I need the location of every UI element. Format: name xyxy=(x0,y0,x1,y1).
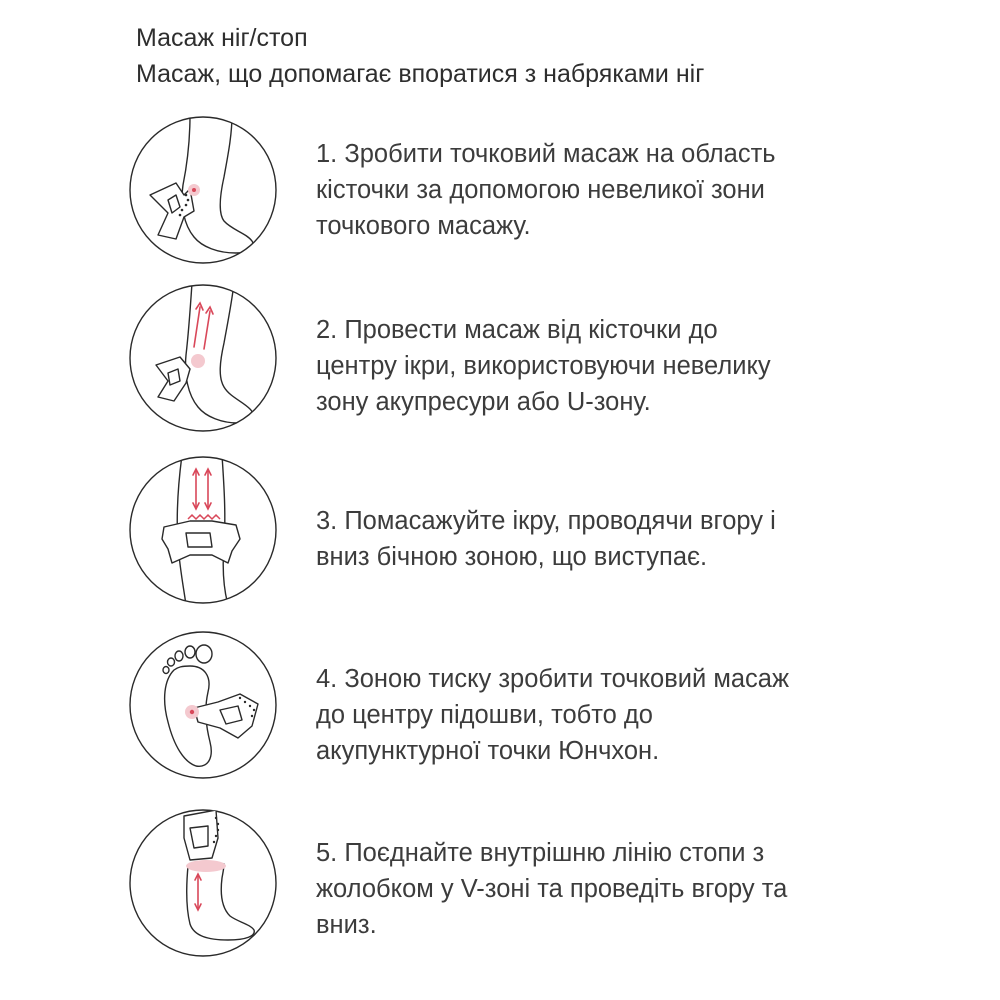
calf-up-down-massage-icon xyxy=(128,455,278,605)
inner-foot-line-massage-icon xyxy=(128,808,278,958)
step-4-line-2: до центру підошви, тобто до xyxy=(316,701,653,729)
step-1-line-2: кісточки за допомогою невеликої зони xyxy=(316,176,765,204)
ankle-to-calf-massage-icon xyxy=(128,283,278,433)
step-3-line-2: вниз бічною зоною, що виступає. xyxy=(316,543,708,571)
step-4-line-3: акупунктурної точки Юнчхон. xyxy=(316,737,660,765)
step-2-line-2: центру ікри, використовуючи невелику xyxy=(316,352,771,380)
step-1-text xyxy=(316,136,856,244)
step-1 xyxy=(0,115,1000,285)
step-5-line-1: 5. Поєднайте внутрішню лінію стопи з xyxy=(316,839,765,867)
step-5-line-3: вниз. xyxy=(316,911,377,939)
step-1-line-1: 1. Зробити точковий масаж на область xyxy=(316,140,776,168)
sole-point-massage-icon xyxy=(128,630,278,780)
step-2-line-1: 2. Провести масаж від кісточки до xyxy=(316,316,718,344)
step-4-line-1: 4. Зоною тиску зробити точковий масаж xyxy=(316,665,790,693)
step-2-line-3: зону акупресури або U-зону. xyxy=(316,388,651,416)
step-5-line-2: жолобком у V-зоні та проведіть вгору та xyxy=(316,875,788,903)
page-title: Масаж ніг/стоп xyxy=(136,24,308,52)
step-1-line-3: точкового масажу. xyxy=(316,212,531,240)
step-3-text xyxy=(316,503,856,575)
page-subtitle: Масаж, що допомагає впоратися з набряками ніг xyxy=(136,60,705,88)
step-2 xyxy=(0,283,1000,453)
step-5-text xyxy=(316,835,856,943)
step-4 xyxy=(0,630,1000,800)
step-3 xyxy=(0,455,1000,625)
step-3-line-1: 3. Помасажуйте ікру, проводячи вгору і xyxy=(316,507,776,535)
step-5 xyxy=(0,808,1000,978)
header xyxy=(136,20,976,92)
step-2-text xyxy=(316,312,856,420)
step-4-text xyxy=(316,661,856,769)
ankle-point-massage-icon xyxy=(128,115,278,265)
